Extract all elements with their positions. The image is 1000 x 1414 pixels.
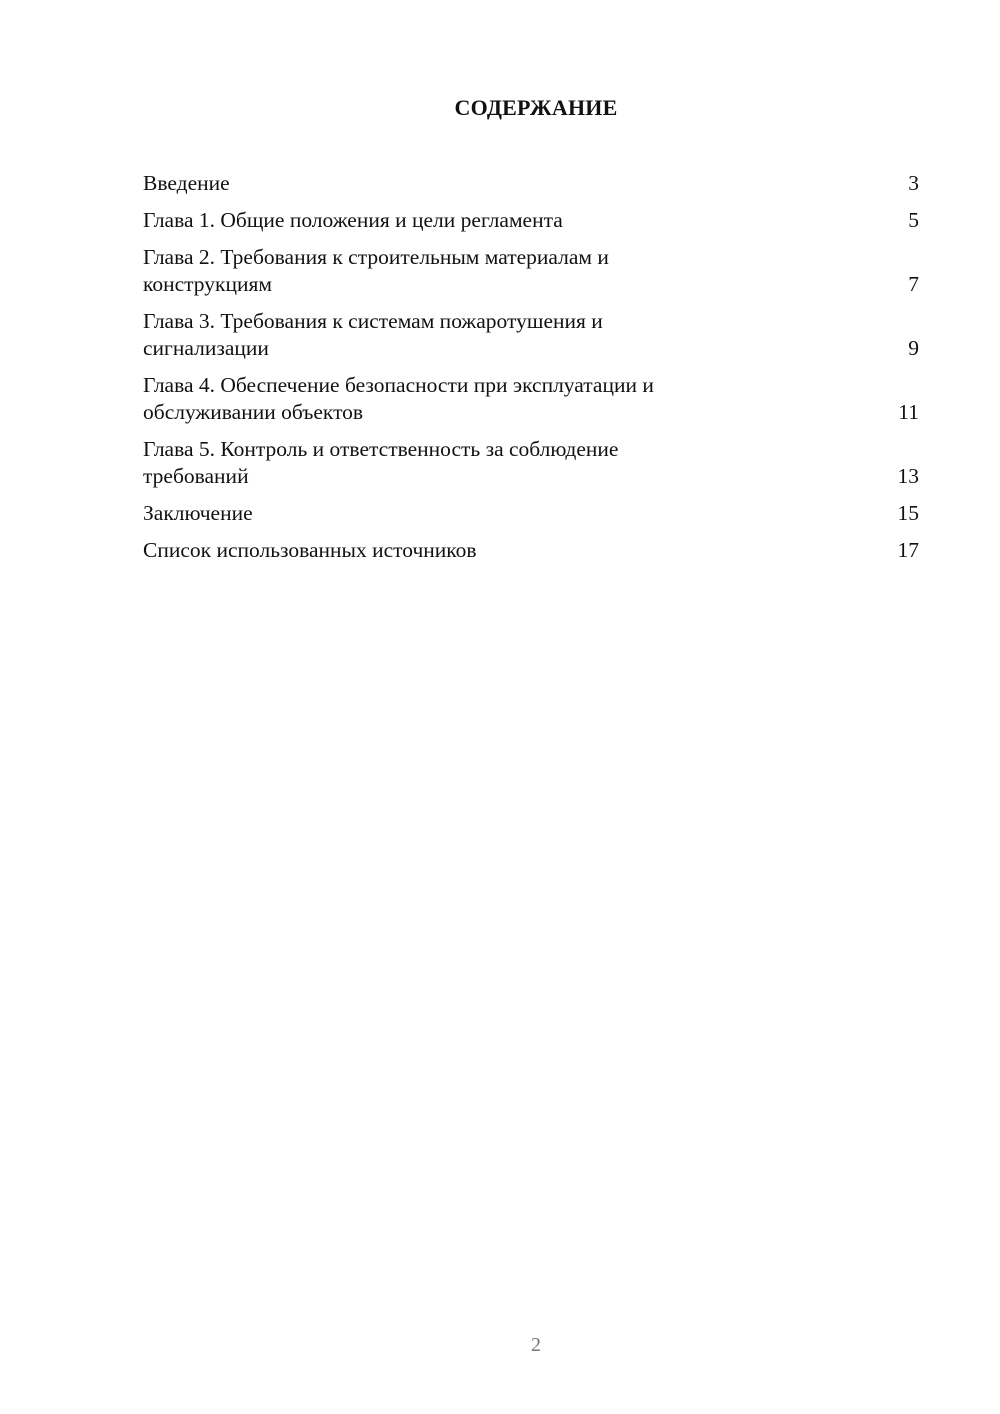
toc-title: СОДЕРЖАНИЕ <box>454 95 618 120</box>
toc-entry-title: Глава 1. Общие положения и цели регламента <box>143 208 563 232</box>
toc-entry-page-number: 7 <box>908 272 919 296</box>
toc-entry-chapter-2[interactable] <box>143 244 919 298</box>
page-number: 2 <box>531 1334 541 1356</box>
toc-entry-conclusion[interactable] <box>143 500 919 527</box>
toc-entry-title: Глава 3. Требования к системам пожаротушения и сигнализации <box>143 309 603 360</box>
toc-entry-chapter-3[interactable] <box>143 308 919 362</box>
toc-entry-page-number: 3 <box>908 171 919 195</box>
toc-entry-title: Глава 2. Требования к строительным материалам и конструкциям <box>143 245 609 296</box>
toc-entry-chapter-1[interactable] <box>143 207 919 234</box>
toc-entry-page-number: 17 <box>897 538 919 562</box>
toc-entry-introduction[interactable] <box>143 170 919 197</box>
toc-entry-chapter-5[interactable] <box>143 436 919 490</box>
toc-entry-title: Глава 5. Контроль и ответственность за соблюдение требований <box>143 437 619 488</box>
toc-entry-title: Заключение <box>143 501 253 525</box>
table-of-contents <box>143 170 919 574</box>
toc-entry-title: Список использованных источников <box>143 538 477 562</box>
toc-entry-references[interactable] <box>143 537 919 564</box>
toc-entry-title: Глава 4. Обеспечение безопасности при эксплуатации и обслуживании объектов <box>143 373 654 424</box>
toc-entry-page-number: 5 <box>908 208 919 232</box>
toc-entry-title: Введение <box>143 171 230 195</box>
toc-entry-page-number: 15 <box>897 501 919 525</box>
toc-entry-chapter-4[interactable] <box>143 372 919 426</box>
toc-entry-page-number: 9 <box>908 336 919 360</box>
toc-entry-page-number: 11 <box>898 400 919 424</box>
toc-entry-page-number: 13 <box>897 464 919 488</box>
